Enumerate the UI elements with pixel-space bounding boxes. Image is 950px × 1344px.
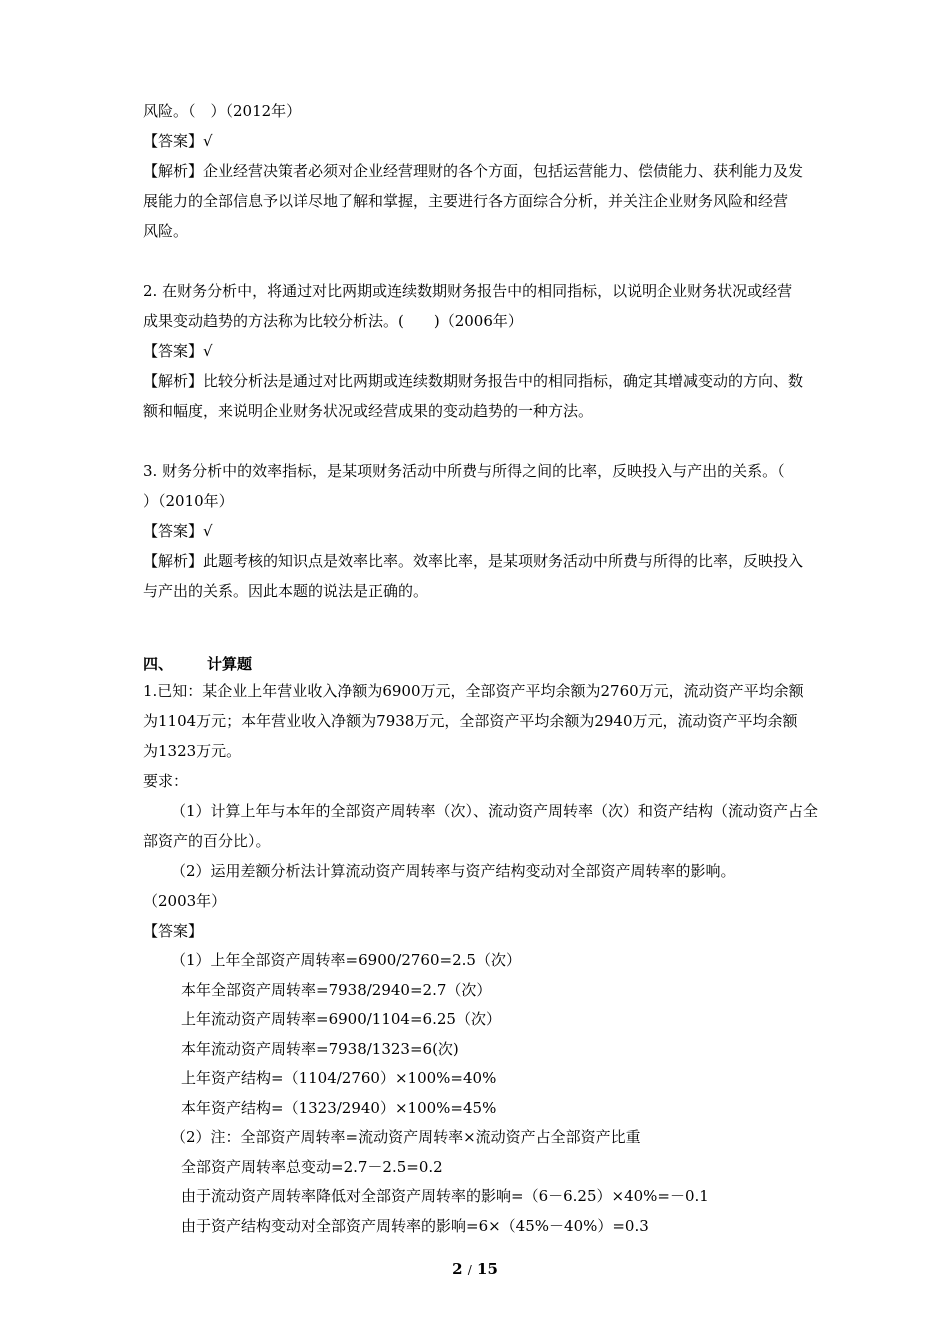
calc1-answer-line: 全部资产周转率总变动=2.7－2.5=0.2 xyxy=(181,1157,443,1176)
spacer xyxy=(143,426,863,456)
section-title: 计算题 xyxy=(207,655,253,673)
q3-line1: 3. 财务分析中的效率指标，是某项财务活动中所费与所得之间的比率，反映投入与产出的关系。（ xyxy=(143,462,785,480)
calc1-answer-line: 由于流动资产周转率降低对全部资产周转率的影响=（6－6.25）×40%=－0.1 xyxy=(181,1187,709,1205)
q1-tail: 风险。（ ）（2012年） xyxy=(143,102,302,120)
q1-answer: 【答案】√ xyxy=(143,132,213,150)
calc1-answer-line: 本年全部资产周转率=7938/2940=2.7（次） xyxy=(181,980,492,999)
q2-analysis-line2: 额和幅度，来说明企业财务状况或经营成果的变动趋势的一种方法。 xyxy=(143,402,594,420)
page-separator: / xyxy=(467,1263,472,1277)
calc1-answer-line: 本年流动资产周转率=7938/1323=6(次) xyxy=(181,1039,459,1058)
q1-analysis-line3: 风险。 xyxy=(143,222,189,240)
calc1-answer: 【答案】 xyxy=(143,922,204,940)
q1-analysis-line1: 【解析】企业经营决策者必须对企业经营理财的各个方面，包括运营能力、偿债能力、获利能力及发 xyxy=(143,162,804,180)
calc1-answer-line: 上年资产结构=（1104/2760）×100%=40% xyxy=(181,1069,497,1087)
page-current: 2 xyxy=(452,1260,463,1278)
calc1-req2-line1: （2）运用差额分析法计算流动资产周转率与资产结构变动对全部资产周转率的影响。 xyxy=(171,862,736,880)
section-number: 四、 xyxy=(143,655,174,673)
calc1-answer-line: 本年资产结构=（1323/2940）×100%=45% xyxy=(181,1098,497,1117)
spacer xyxy=(143,246,863,276)
q3-analysis-line1: 【解析】此题考核的知识点是效率比率。效率比率，是某项财务活动中所费与所得的比率，反映投入 xyxy=(143,552,804,570)
calc1-req2-line2: （2003年） xyxy=(143,892,227,910)
calc1-line1: 1.已知：某企业上年营业收入净额为6900万元，全部资产平均余额为2760万元，流动资产平均余额 xyxy=(143,682,804,700)
q2-line1: 2. 在财务分析中，将通过对比两期或连续数期财务报告中的相同指标，以说明企业财务状况或经营 xyxy=(143,282,793,300)
q2-answer: 【答案】√ xyxy=(143,342,213,360)
calc1-line3: 为1323万元。 xyxy=(143,742,242,760)
calc1-req1-line1: （1）计算上年与本年的全部资产周转率（次）、流动资产周转率（次）和资产结构（流动资产占全 xyxy=(171,802,819,820)
spacer xyxy=(143,606,863,652)
q2-line2: 成果变动趋势的方法称为比较分析法。( )（2006年） xyxy=(143,312,523,330)
q3-answer: 【答案】√ xyxy=(143,522,213,540)
page-number xyxy=(0,1260,950,1278)
calc1-require: 要求： xyxy=(143,772,189,790)
q3-line2: ）（2010年） xyxy=(143,492,234,510)
calc1-req1-line2: 部资产的百分比）。 xyxy=(143,832,271,850)
calc1-answer-line: 上年流动资产周转率=6900/1104=6.25（次） xyxy=(181,1010,501,1028)
q1-analysis-line2: 展能力的全部信息予以详尽地了解和掌握，主要进行各方面综合分析，并关注企业财务风险和经营 xyxy=(143,192,789,210)
document-page xyxy=(143,96,863,1241)
q3-analysis-line2: 与产出的关系。因此本题的说法是正确的。 xyxy=(143,582,429,600)
calc1-answer-line: （2）注：全部资产周转率=流动资产周转率×流动资产占全部资产比重 xyxy=(171,1128,641,1146)
calc1-answer-line: （1）上年全部资产周转率=6900/2760=2.5（次） xyxy=(171,951,521,969)
section-heading xyxy=(143,652,863,676)
q2-analysis-line1: 【解析】比较分析法是通过对比两期或连续数期财务报告中的相同指标，确定其增减变动的方向、数 xyxy=(143,372,804,390)
calc1-answer-line: 由于资产结构变动对全部资产周转率的影响=6×（45%－40%）=0.3 xyxy=(181,1216,649,1235)
calc1-line2: 为1104万元；本年营业收入净额为7938万元，全部资产平均余额为2940万元，流动资产平均余额 xyxy=(143,712,798,730)
page-total: 15 xyxy=(477,1260,498,1278)
